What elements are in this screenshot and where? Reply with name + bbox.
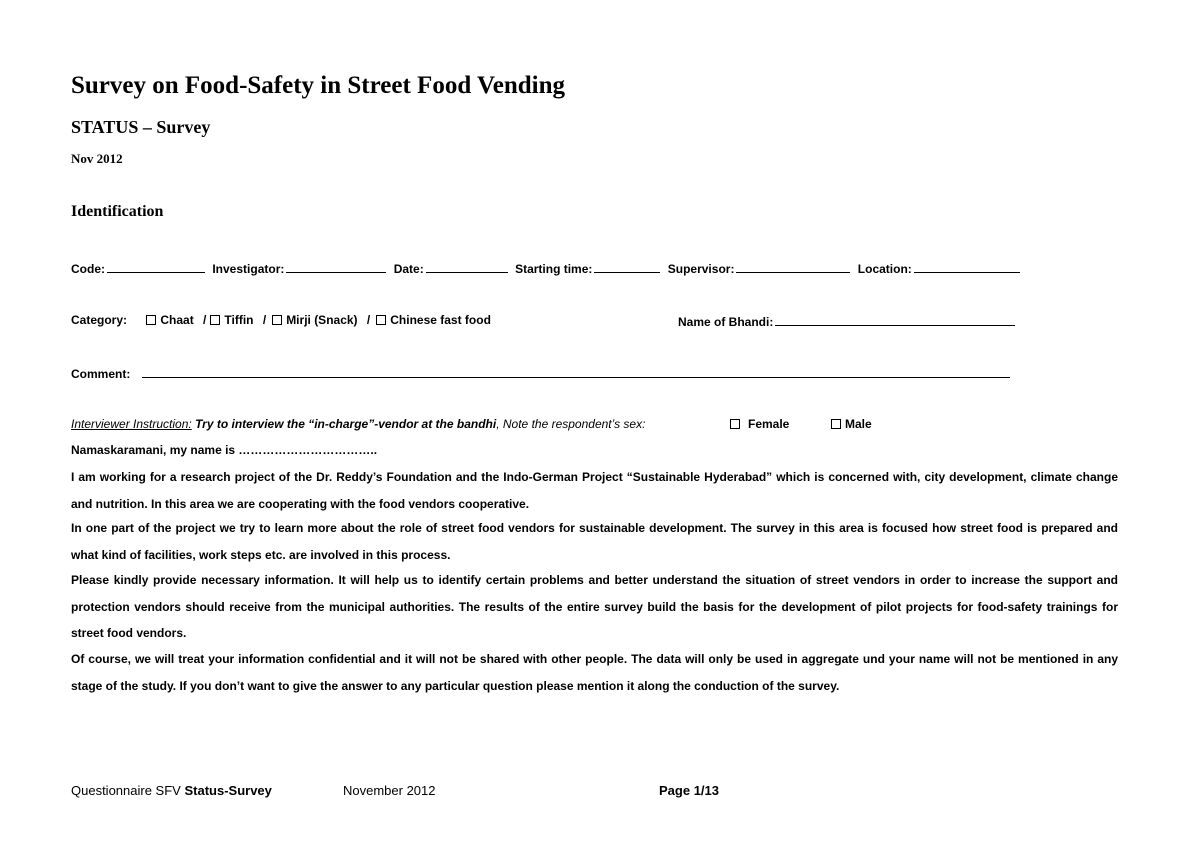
bhandi-field[interactable] [775,313,1015,326]
comment-label: Comment: [71,367,131,381]
category-label: Category: [71,313,128,327]
category-option-chaat: Chaat [160,313,194,327]
date-field[interactable] [426,260,508,273]
category-option-mirji: Mirji (Snack) [286,313,358,327]
sex-option-male [831,417,872,431]
starting-time-label: Starting time: [515,262,593,276]
category-separator: / [262,313,267,327]
footer-questionnaire-prefix: Questionnaire SFV [71,783,181,798]
supervisor-label: Supervisor: [667,262,735,276]
sex-option-female [730,417,789,431]
footer-page-number [659,783,719,798]
comment-field[interactable] [142,365,1010,378]
investigator-label: Investigator: [212,262,285,276]
intro-paragraph-3: Please kindly provide necessary information. It will help us to identify certain problems and better understand the situation of street vendors in order to increase the support and protection vendors should receive from the municipal authorities. The results of the entire survey build the basis for the development of pilot projects for food-safety trainings for street food vendors. [71,573,1118,640]
female-checkbox[interactable] [730,419,740,429]
identification-fields-row [71,260,1024,276]
investigator-field[interactable] [286,260,386,273]
date-label: Date: [393,262,424,276]
chinese-fast-food-checkbox[interactable] [376,315,386,325]
category-separator: / [203,313,207,327]
starting-time-field[interactable] [594,260,660,273]
tiffin-checkbox[interactable] [210,315,220,325]
location-field[interactable] [914,260,1020,273]
footer-page-label: Page [659,783,691,798]
footer-questionnaire [71,783,272,798]
bhandi-label: Name of Bhandi: [678,315,774,329]
male-checkbox[interactable] [831,419,841,429]
code-field[interactable] [107,260,205,273]
location-label: Location: [857,262,912,276]
category-separator: / [366,313,371,327]
footer-date: November 2012 [343,783,436,798]
intro-paragraph-4: Of course, we will treat your information confidential and it will not be shared with other people. The data will only be used in aggregate und your name will not be mentioned in any stage of the study. If you don’t want to give the answer to any particular question please mention it along the conduction of the survey. [71,652,1118,693]
category-option-chinese-fast-food: Chinese fast food [390,313,491,327]
female-label: Female [748,417,790,431]
category-row [71,313,491,327]
instruction-plain-text: , Note the respondent’s sex: [496,417,646,431]
document-date: Nov 2012 [71,151,123,166]
instruction-label: Interviewer Instruction: [71,417,192,431]
comment-row [71,365,1014,381]
code-label: Code: [71,262,105,276]
category-option-tiffin: Tiffin [224,313,254,327]
intro-paragraph-1: I am working for a research project of the Dr. Reddy’s Foundation and the Indo-German Project “Sustainable Hyderabad” which is concerned with, city development, climate change and nutrition. In this area we are cooperating with the food vendors cooperative. [71,470,1118,511]
footer-page-value: 1/13 [693,783,720,798]
section-heading-identification: Identification [71,203,164,220]
footer-questionnaire-name: Status-Survey [184,783,272,798]
chaat-checkbox[interactable] [146,315,156,325]
instruction-bold-text: Try to interview the “in-charge”-vendor at the bandhi [195,417,497,431]
document-title: Survey on Food-Safety in Street Food Vending [71,72,566,99]
interviewer-instruction [71,417,645,431]
bhandi-row [678,313,1019,329]
male-label: Male [845,417,872,431]
document-subtitle: STATUS – Survey [71,117,211,137]
supervisor-field[interactable] [736,260,850,273]
mirji-checkbox[interactable] [272,315,282,325]
intro-paragraph-2: In one part of the project we try to learn more about the role of street food vendors for sustainable development. The survey in this area is focused how street food is prepared and what kind of facilities, work steps etc. are involved in this process. [71,521,1118,562]
greeting-line: Namaskaramani, my name is …………………………….. [71,443,378,457]
